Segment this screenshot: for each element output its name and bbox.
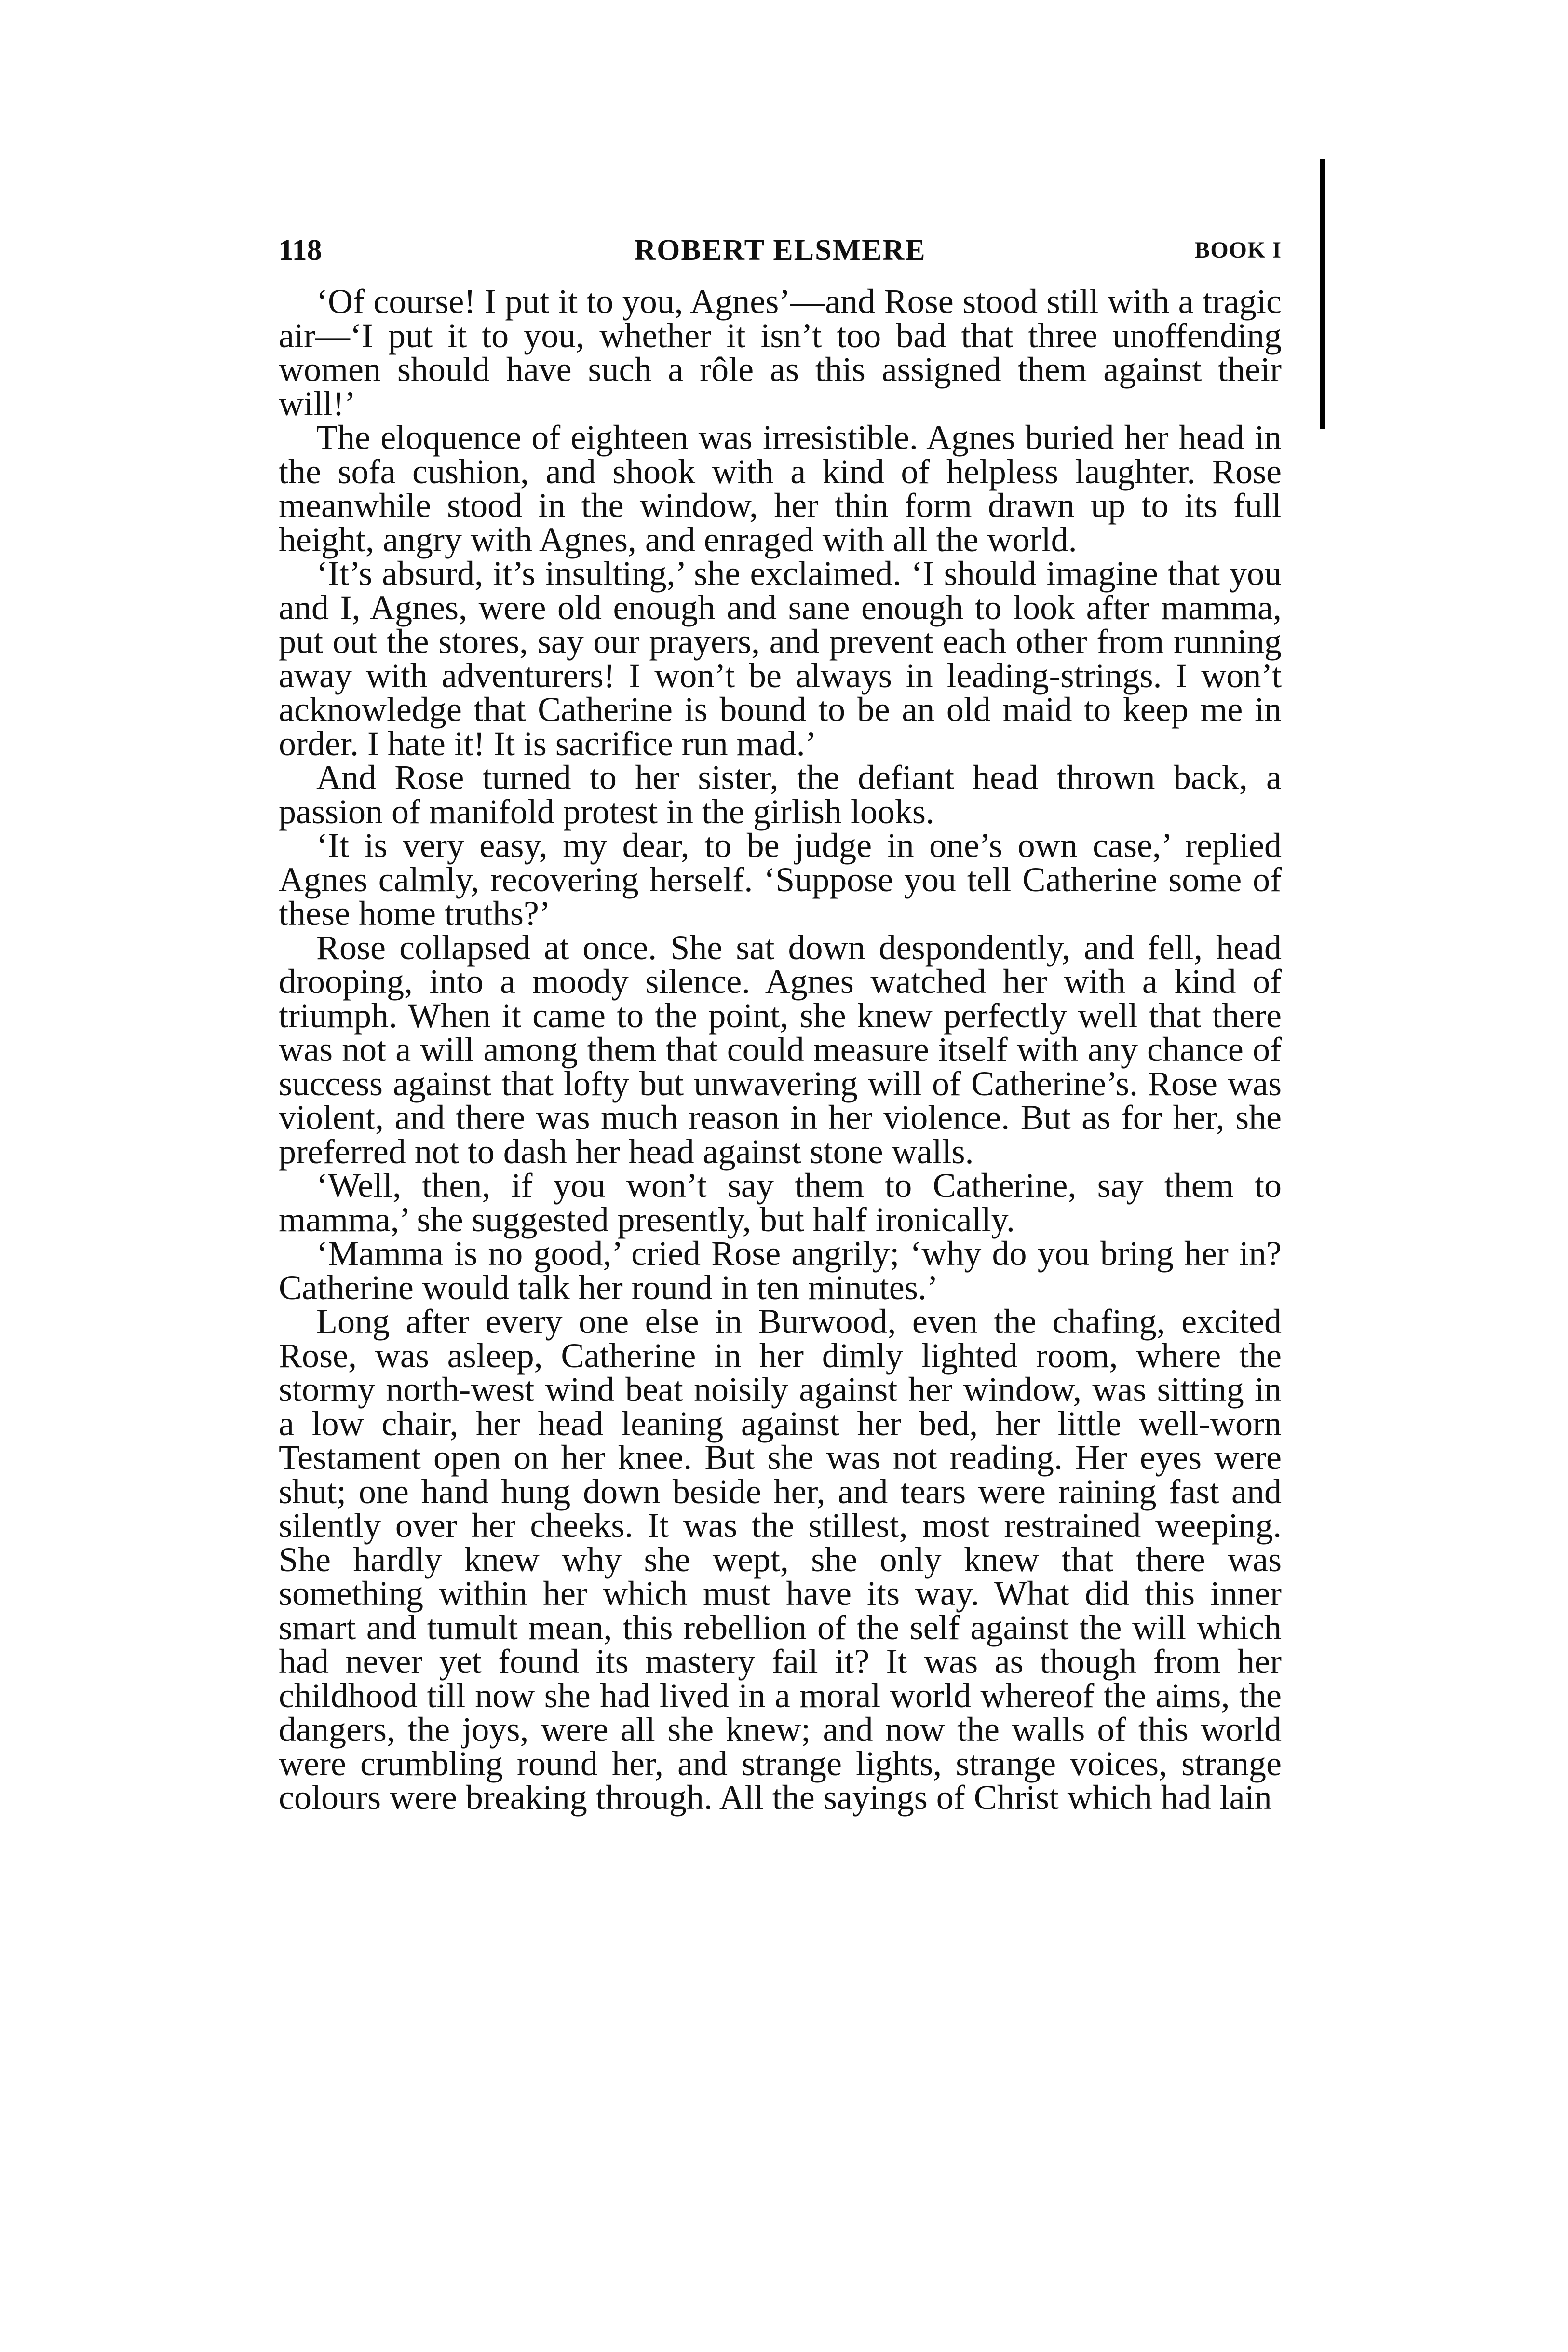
paragraph-8: ‘Mamma is no good,’ cried Rose angrily; ‘why do you bring her in? Catherine would talk her round in ten minutes.’ — [279, 1234, 1282, 1307]
book-label: BOOK I — [1194, 237, 1282, 263]
running-title: ROBERT ELSMERE — [634, 234, 926, 267]
paragraph-5: ‘It is very easy, my dear, to be judge in one’s own case,’ replied Agnes calmly, recovering herself. ‘Suppose you tell Catherine some of these home truths?’ — [279, 826, 1282, 933]
paragraph-7: ‘Well, then, if you won’t say them to Catherine, say them to mamma,’ she suggested presently, but half ironically. — [279, 1166, 1282, 1239]
paragraph-2: The eloquence of eighteen was irresistible. Agnes buried her head in the sofa cushion, and shook with a kind of helpless laughter. Rose meanwhile stood in the window, her thin form drawn up to its full height, angry with Agnes, and enraged with all the world. — [279, 418, 1282, 559]
paragraph-1: ‘Of course! I put it to you, Agnes’—and Rose stood still with a tragic air—‘I put it to you, whether it isn’t too bad that three unoffending women should have such a rôle as this assigned them against their will!’ — [279, 282, 1282, 423]
page-number: 118 — [279, 234, 322, 267]
paragraph-9: Long after every one else in Burwood, even the chafing, excited Rose, was asleep, Catherine in her dimly lighted room, where the stormy north-west wind beat noisily against her window, was sitting in a low chair, her head leaning against her bed, her little well-worn Testament open on her knee. But she was not reading. Her eyes were shut; one hand hung down beside her, and tears were raining fast and silently over her cheeks. It was the stillest, most restrained weeping. She hardly knew why she wept, she only knew that there was something within her which must have its way. What did this inner smart and tumult mean, this rebellion of the self against the will which had never yet found its mastery fail it? It was as though from her childhood till now she had lived in a moral world whereof the aims, the dangers, the joys, were all she knew; and now the walls of this world were crumbling round her, and strange lights, strange voices, strange colours were breaking through. All the sayings of Christ which had lain — [279, 1302, 1282, 1817]
paragraph-4: And Rose turned to her sister, the defiant head thrown back, a passion of manifold protest in the girlish looks. — [279, 758, 1282, 831]
paragraph-6: Rose collapsed at once. She sat down despondently, and fell, head drooping, into a moody silence. Agnes watched her with a kind of triumph. When it came to the point, she knew perfectly well that there was not a will among them that could measure itself with any chance of success against that lofty but unwavering will of Catherine’s. Rose was violent, and there was much reason in her violence. But as for her, she preferred not to dash her head against stone walls. — [279, 928, 1282, 1171]
running-header — [279, 229, 1282, 272]
margin-rule-mark — [1320, 159, 1325, 429]
body-text — [279, 282, 1282, 1817]
paragraph-3: ‘It’s absurd, it’s insulting,’ she exclaimed. ‘I should imagine that you and I, Agnes, were old enough and sane enough to look after mamma, put out the stores, say our prayers, and prevent each other from running away with adventurers! I won’t be always in leading-strings. I won’t acknowledge that Catherine is bound to be an old maid to keep me in order. I hate it! It is sacrifice run mad.’ — [279, 554, 1282, 763]
